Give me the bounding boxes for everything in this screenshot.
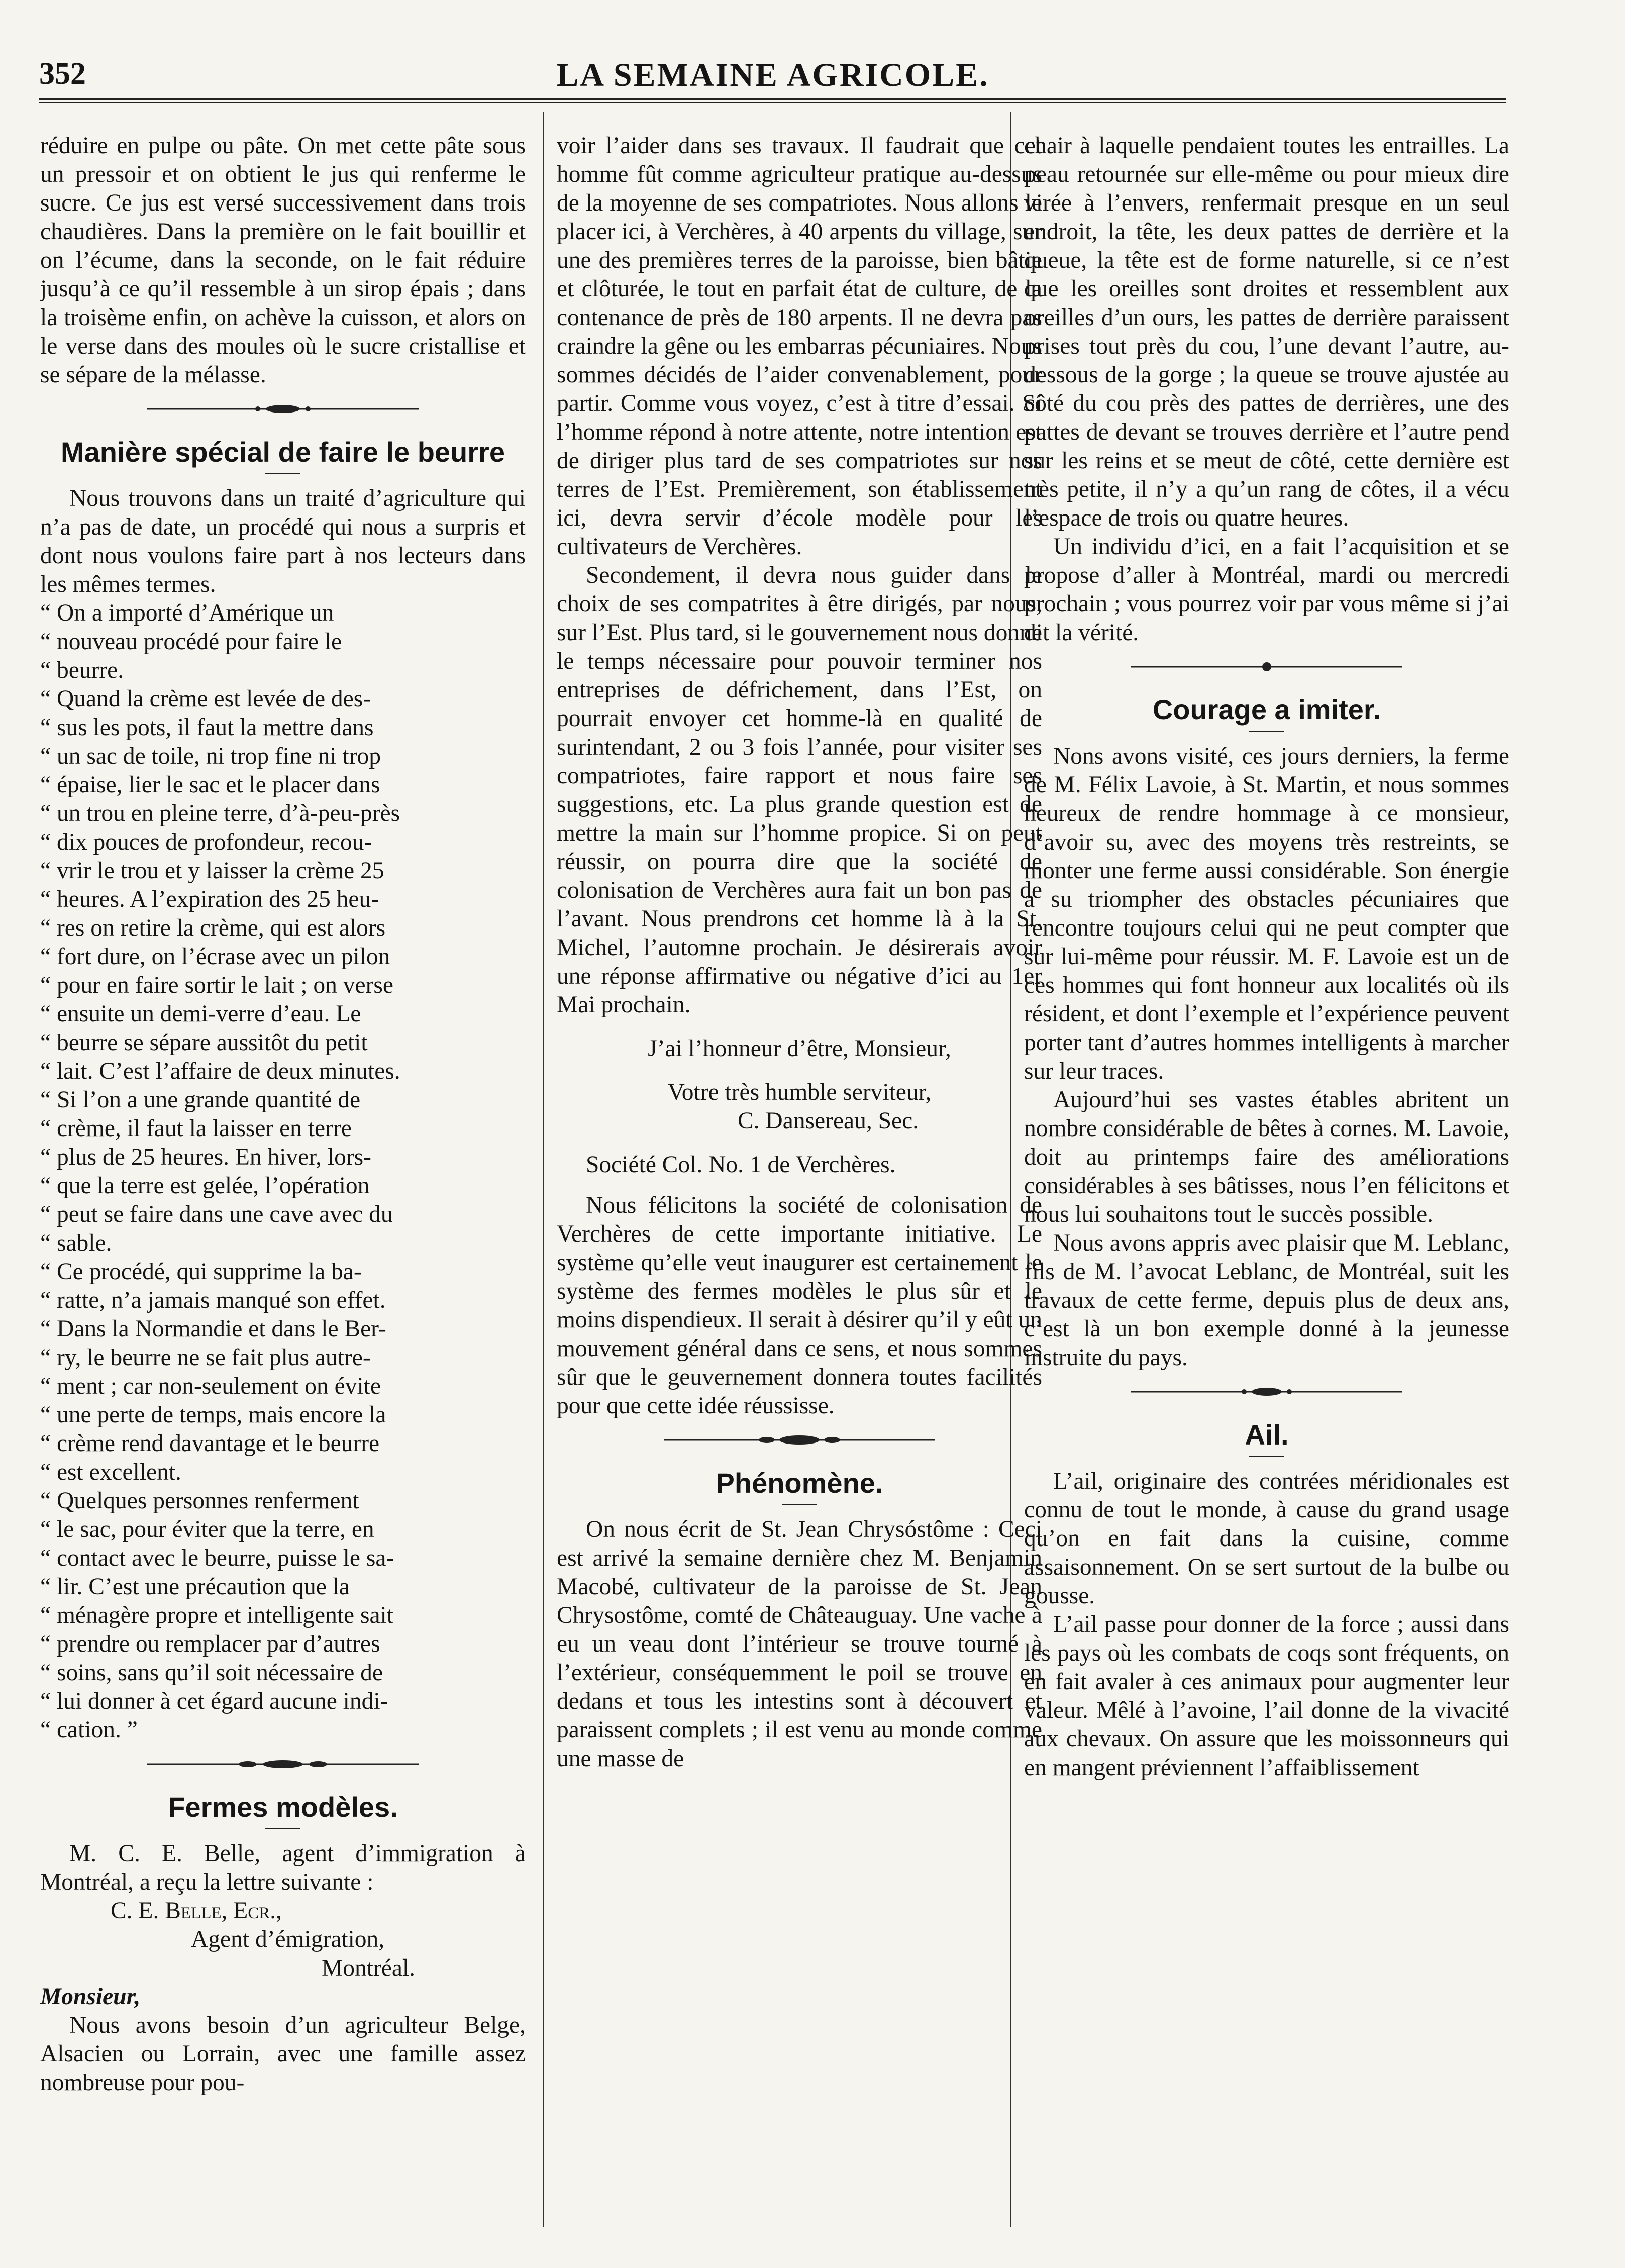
phenomene-paragraph-1: On nous écrit de St. Jean Chrysóstôme : Ceci est arrivé la semaine dernière chez M. Benjamin Macobé, cultivateur de la paroisse de St. Jean Chrysostôme, comté de Châteauguay. Une vache à eu un veau dont l’intérieur se trouve tourné à l’extérieur, conséquemment le poil se trouve en dedans et tous les intestins sont à découvert et paraissent complets ; il est venu au monde comme une masse de [557,1516,1042,1772]
quote-line: “ ménagère propre et intelligente sait [40,1602,393,1628]
quote-line: “ lait. C’est l’affaire de deux minutes. [40,1058,400,1084]
heading-dash [265,473,300,474]
quote-line: “ Ce procédé, qui supprime la ba- [40,1259,362,1285]
beurre-quote-1 [40,599,526,685]
quote-line: “ beurre. [40,657,124,683]
quote-line: “ Dans la Normandie et dans le Ber- [40,1316,386,1342]
quote-line: “ prendre ou remplacer par d’autres [40,1631,380,1657]
quote-line: “ contact avec le beurre, puisse le sa- [40,1545,394,1571]
letter-address-1: C. E. Belle, Ecr., [111,1898,282,1924]
section-ornament [1131,1385,1402,1398]
beurre-heading: Manière spécial de faire le beurre [61,436,505,468]
section-ornament [147,402,419,416]
ail-paragraph-1: L’ail, originaire des contrées méridionales est connu de tout le monde, à cause du grand usage qu’on en fait dans la cuisine, comme assaisonnement. On se sert surtout de la bulbe ou gousse. [1024,1468,1509,1609]
beurre-intro: Nous trouvons dans un traité d’agriculture qui n’a pas de date, un procédé qui nous a surpris et dont nous voulons faire part à nos lecteurs dans les mêmes termes. [40,485,526,597]
phenomene-paragraph-2: Un individu d’ici, en a fait l’acquisition et se propose d’aller à Montréal, mardi ou mercredi prochain ; vous pourrez voir par vous même si j’ai dit la vérité. [1024,534,1509,646]
sucre-article-end: réduire en pulpe ou pâte. On met cette pâte sous un pressoir et on obtient le jus qui renferme le sucre. Ce jus est versé successivement dans trois chaudières. Dans la première on le fait bouillir et on l’écume, dans la seconde, on le fait réduire jusqu’à ce qu’il ressemble à un sirop épais ; dans la troisème enfin, on achève la cuisson, et alors on le verse dans des moules où le sucre cristallise et se sépare de la mélasse. [40,133,526,388]
letter-address-2: Agent d’émigration, [191,1926,385,1952]
quote-line: “ plus de 25 heures. En hiver, lors- [40,1144,371,1170]
fermes-intro: M. C. E. Belle, agent d’immigration à Montréal, a reçu la lettre suivante : [40,1840,526,1895]
quote-line: “ sable. [40,1230,112,1256]
quote-line: “ fort dure, on l’écrase avec un pilon [40,944,390,970]
quote-line: “ dix pouces de profondeur, recou- [40,829,372,855]
ail-paragraph-2: L’ail passe pour donner de la force ; aussi dans les pays où les combats de coqs sont fréquents, on en fait avaler à ces animaux pour augmenter leur valeur. Mêlé à l’avoine, l’ail donne de la vivacité aux chevaux. On assure que les moissonneurs qui en mangent préviennent l’affaiblissement [1024,1611,1509,1781]
beurre-quote-5 [40,1487,526,1744]
quote-line: “ On a importé d’Amérique un [40,600,334,626]
page-number: 352 [39,57,86,91]
editor-comment: Nous félicitons la société de colonisation de Verchères de cette importante initiative. Le système qu’elle veut inaugurer est certainement le système des fermes modèles le plus sûr et le moins dispendieux. Il serait à désirer qu’il y eût un mouvement général dans ce sens, et nous sommes sûr que le geuvernement donnera toutes facilités pour que cette idée réussisse. [557,1192,1042,1419]
quote-line: “ cation. ” [40,1717,138,1743]
quote-line: “ un sac de toile, ni trop fine ni trop [40,743,381,769]
quote-line: “ ratte, n’a jamais manqué son effet. [40,1287,386,1313]
quote-line: “ ensuite un demi-verre d’eau. Le [40,1001,361,1027]
quote-line: “ sus les pots, il faut la mettre dans [40,714,374,741]
quote-line: “ pour en faire sortir le lait ; on verse [40,972,393,998]
beurre-quote-2 [40,685,526,1086]
letter-closing-1: J’ai l’honneur d’être, Monsieur, [648,1036,951,1062]
quote-line: “ lir. C’est une précaution que la [40,1574,350,1600]
quote-line: “ crème, il faut la laisser en terre [40,1115,352,1142]
quote-line: “ beurre se sépare aussitôt du petit [40,1029,368,1056]
letter-salutation: Monsieur, [40,1984,141,2010]
column-3 [1024,132,1509,2227]
letter-closing-2: Votre très humble serviteur, [667,1079,932,1105]
beurre-quote-3 [40,1086,526,1258]
quote-line: “ Quelques personnes renferment [40,1488,359,1514]
quote-line: “ res on retire la crème, qui est alors [40,915,386,941]
courage-heading: Courage a imiter. [1152,694,1381,726]
letter-paragraph-1: Nous avons besoin d’un agriculteur Belge, Alsacien ou Lorrain, avec une famille assez nombreuse pour pou- [40,2012,526,2096]
heading-dash [782,1504,817,1505]
society-name: Société Col. No. 1 de Verchères. [586,1152,896,1178]
courage-paragraph-2: Aujourd’hui ses vastes étables abritent un nombre considérable de bêtes à cornes. M. Lavoie, doit au printemps faire des améliorations considérables à ses bâtisses, nous l’en félicitons et nous lui souhaitons tout le succès possible. [1024,1087,1509,1227]
heading-dash [265,1828,300,1829]
quote-line: “ le sac, pour éviter que la terre, en [40,1516,374,1542]
phenomene-heading: Phénomène. [716,1467,883,1499]
phenomene-continued: chair à laquelle pendaient toutes les entrailles. La peau retournée sur elle-même ou pour mieux dire virée à l’envers, renfermait presque en un seul endroit, la tête, les deux pattes de derrière et la queue, la tête est de forme naturelle, si ce n’est que les oreilles sont droites et ressemblent aux oreilles d’un ours, les pattes de derrière paraissent prises tout près du cou, l’une devant l’autre, au-dessous de la gorge ; la queue se trouve ajustée au côté du cou près des pattes de derrières, une des pattes de devant se trouves derrière et l’autre pend sur les reins et se meut de côté, cette dernière est très petite, il n’y a qu’un rang de côtes, il a vécu l’espace de trois ou quatre heures. [1024,133,1509,531]
quote-line: “ soins, sans qu’il soit nécessaire de [40,1660,383,1686]
quote-line: “ crème rend davantage et le beurre [40,1430,380,1457]
quote-line: “ ry, le beurre ne se fait plus autre- [40,1345,371,1371]
letter-continued: voir l’aider dans ses travaux. Il faudrait que cet homme fût comme agriculteur pratique au-dessus de la moyenne de ses compatriotes. Nous allons le placer ici, à Verchères, à 40 arpents du village, sur une des premières terres de la paroisse, bien bâtie et clôturée, le tout en parfait état de culture, de la contenance de près de 180 arpents. Il ne devra pas craindre la gêne ou les embarras pécuniaires. Nous sommes décidés de l’aider convenablement, pour partir. Comme vous voyez, c’est à titre d’essai. Si l’homme répond à notre attente, notre intention est de diriger plus tard de ses compatriotes sur nos terres de l’Est. Premièrement, son établissement ici, devra servir d’école modèle pour les cultivateurs de Verchères. [557,133,1042,560]
running-title: LA SEMAINE AGRICOLE. [556,57,989,93]
header-rule-thin [39,102,1506,103]
section-ornament [664,1433,935,1447]
quote-line: “ heures. A l’expiration des 25 heu- [40,886,379,912]
courage-paragraph-3: Nous avons appris avec plaisir que M. Leblanc, fils de M. l’avocat Leblanc, de Montréal, suit les travaux de cette ferme, depuis plus de deux ans, c’est là un bon exemple donné à la jeunesse instruite du pays. [1024,1230,1509,1371]
section-ornament [147,1758,419,1771]
quote-line: “ une perte de temps, mais encore la [40,1402,386,1428]
beurre-quote-4 [40,1258,526,1487]
quote-line: “ lui donner à cet égard aucune indi- [40,1688,388,1714]
column-1 [40,132,526,2227]
section-ornament [1131,660,1402,673]
column-rule-1 [543,112,544,2227]
quote-line: “ vrir le trou et y laisser la crème 25 [40,858,384,884]
quote-line: “ Si l’on a une grande quantité de [40,1087,361,1113]
quote-line: “ est excellent. [40,1459,181,1485]
quote-line: “ que la terre est gelée, l’opération [40,1173,370,1199]
quote-line: “ épaise, lier le sac et le placer dans [40,772,380,798]
header-rule [39,98,1506,100]
heading-dash [1249,1456,1284,1457]
ail-heading: Ail. [1245,1419,1289,1451]
fermes-heading: Fermes modèles. [168,1791,398,1823]
letter-address-3: Montréal. [322,1955,415,1981]
courage-paragraph-1: Nons avons visité, ces jours derniers, la ferme de M. Félix Lavoie, à St. Martin, et nous sommes heureux de rendre hommage à ce monsieur, d’avoir su, avec des moyens très restreints, se monter une ferme aussi considérable. Son énergie a su triompher des obstacles pécuniaires que rencontre toujours celui qui ne peut compter que sur lui-même pour réussir. M. F. Lavoie est un de ces hommes qui font honneur aux localités où ils résident, et dont l’exemple et l’expérience peuvent porter tant d’autres hommes intelligents à marcher sur leur traces. [1024,743,1509,1084]
quote-line: “ peut se faire dans une cave avec du [40,1201,393,1227]
column-2 [557,132,1042,2227]
quote-line: “ ment ; car non-seulement on évite [40,1373,381,1399]
letter-paragraph-2: Secondement, il devra nous guider dans le choix de ses compatrites à être dirigés, par nous, sur l’Est. Plus tard, si le gouvernement nous donne le temps nécessaire pour pouvoir terminer nos entreprises de défrichement, dans l’Est, on pourrait envoyer cet homme-là en qualité de surintendant, 2 ou 3 fois l’année, pour visiter ses compatriotes, faire rapport et nous faire ses suggestions, etc. La plus grande question est de mettre la main sur l’homme propice. Si on peut réussir, on pourra dire que la société de colonisation de Verchères aura fait un bon pas de l’avant. Nous prendrons cet homme là à la St. Michel, l’automne prochain. Je désirerais avoir une réponse affirmative ou négative d’ici au 1er Mai prochain. [557,562,1042,1018]
quote-line: “ un trou en pleine terre, d’à-peu-près [40,800,400,827]
quote-line: “ Quand la crème est levée de des- [40,686,371,712]
quote-line: “ nouveau procédé pour faire le [40,629,342,655]
letter-signature: C. Dansereau, Sec. [738,1108,919,1134]
heading-dash [1249,731,1284,732]
